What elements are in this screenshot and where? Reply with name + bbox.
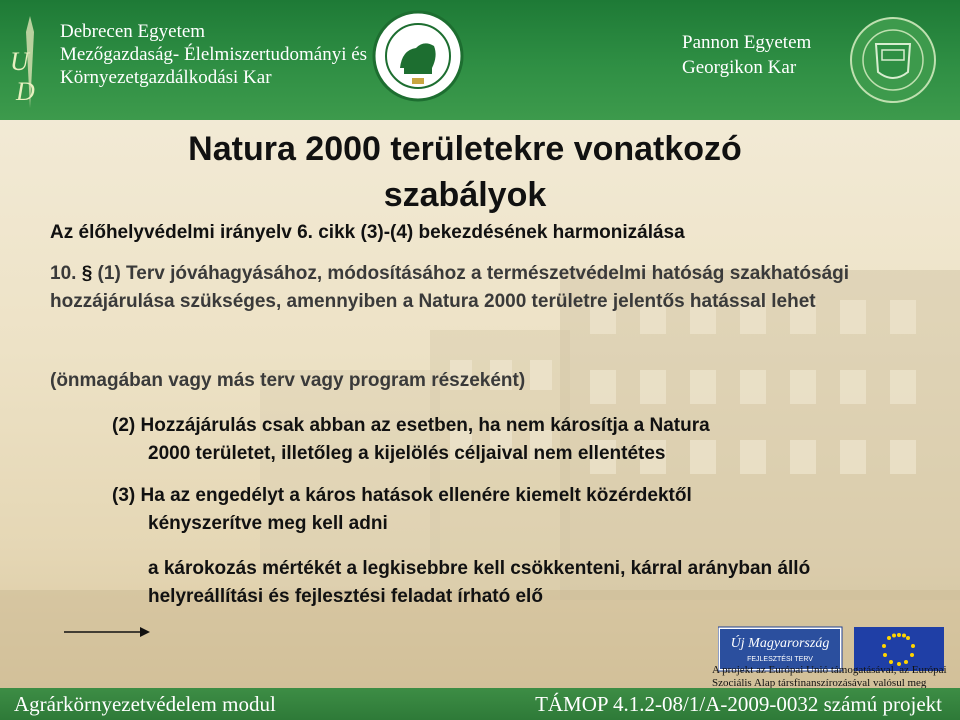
paragraph-2-line1: (2) Hozzájárulás csak abban az esetben, ha nem károsítja a Natura: [112, 415, 710, 436]
slide-title-line: szabályok: [383, 176, 547, 214]
slide-subtitle: Az élőhelyvédelmi irányelv 6. cikk (3)-(4) bekezdésének harmonizálása: [50, 222, 685, 243]
right-university-line: Pannon Egyetem: [682, 32, 812, 53]
para-text: (1) Terv jóváhagyásához, módosításához a természetvédelmi hatóság szakhatósági hozzájárulása szükséges, amennyiben a Natura 2000 területre jelentős hatással lehet: [50, 263, 850, 312]
paragraph-2-line2: 2000 területet, illetőleg a kijelölés céljaival nem ellentétes: [148, 443, 666, 464]
header-band: [0, 0, 960, 120]
svg-text:D: D: [16, 77, 35, 106]
footer-band: [0, 688, 960, 720]
footer-module-name: Agrárkörnyezetvédelem modul: [14, 692, 276, 716]
paragraph-2: [112, 412, 912, 468]
para-number: 10.: [50, 263, 82, 284]
slide-content: [0, 120, 960, 688]
left-faculty-line: Mezőgazdaság- Élelmiszertudományi és: [60, 44, 368, 65]
slide-title: [0, 126, 945, 218]
paragraph-consequence: a károkozás mértékét a legkisebbre kell csökkenteni, kárral arányban álló helyreállítási és fejlesztési feladat írható elő: [148, 558, 811, 607]
paragraph-3-line2: kényszerítve meg kell adni: [148, 513, 388, 534]
slide-title-line: Natura 2000 területekre vonatkozó: [188, 130, 742, 168]
new-hungary-logo-text: Új Magyarország: [730, 636, 830, 651]
left-university-line: Debrecen Egyetem: [60, 21, 206, 42]
paragraph-3-line1: (3) Ha az engedélyt a káros hatások ellenére kiemelt közérdektől: [112, 485, 692, 506]
right-university-name: [682, 30, 811, 80]
ud-monogram-logo: [8, 12, 52, 112]
footer-project-id: TÁMOP 4.1.2-08/1/A-2009-0032 számú projekt: [535, 692, 942, 716]
pannon-university-crest-logo: [848, 14, 938, 106]
left-university-name: [60, 20, 367, 89]
right-faculty-line: Georgikon Kar: [682, 57, 797, 78]
paragraph-3: [112, 482, 912, 538]
paragraph-section-10: [50, 260, 880, 316]
eu-funding-note: A projekt az Európai Unió támogatásával, az Európai Szociális Alap társfinanszírozásával valósul meg: [712, 664, 947, 688]
svg-text:U: U: [10, 47, 29, 76]
paragraph-note: (önmagában vagy más terv vagy program részeként): [50, 370, 526, 391]
arrow-right-icon: [64, 625, 150, 639]
section-sign: §: [81, 263, 93, 284]
left-faculty-line: Környezetgazdálkodási Kar: [60, 67, 272, 88]
university-seal-logo: [372, 10, 464, 102]
new-hungary-logo-subtext: FEJLESZTÉSI TERV: [747, 656, 813, 663]
